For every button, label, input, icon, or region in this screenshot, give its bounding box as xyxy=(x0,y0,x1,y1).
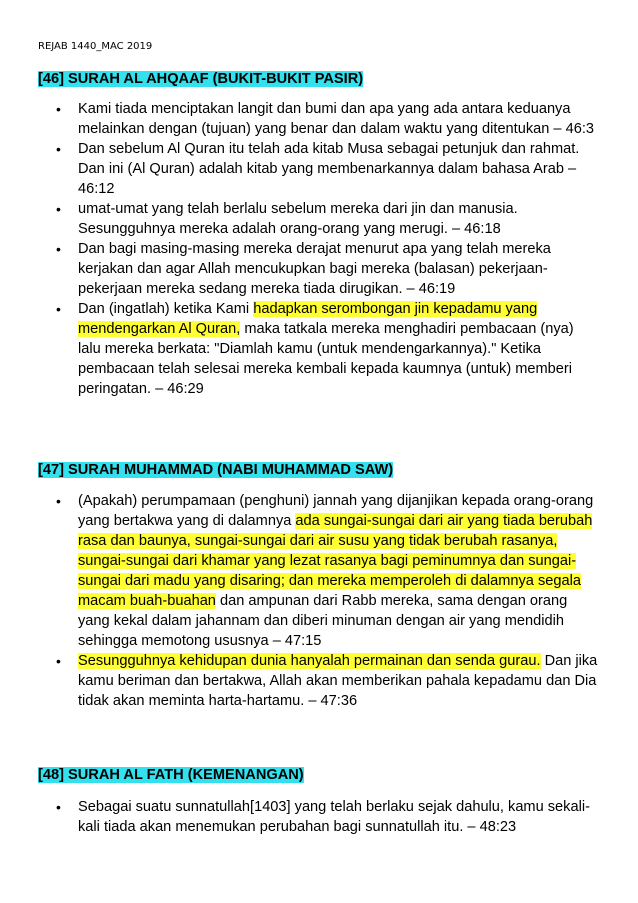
bullet-icon: • xyxy=(56,141,61,157)
item-text: Dan sebelum Al Quran itu telah ada kitab Musa sebagai petunjuk dan rahmat. Dan ini (Al Quran) adalah kitab yang membenarkannya dalam bahasa Arab – 46:12 xyxy=(78,141,580,197)
highlighted-text: Sesungguhnya kehidupan dunia hanyalah permainan dan senda gurau. xyxy=(78,653,541,669)
list-item xyxy=(0,139,638,199)
item-text: Kami tiada menciptakan langit dan bumi dan apa yang ada antara keduanya melainkan dengan (tujuan) yang benar dan dalam waktu yang ditentukan – 46:3 xyxy=(78,101,595,137)
list-item xyxy=(0,239,638,299)
section-list-46 xyxy=(0,99,638,399)
item-text: Dan bagi masing-masing mereka derajat menurut apa yang telah mereka kerjakan dan agar Allah mencukupkan bagi mereka (balasan) pekerjaan-pekerjaan mereka sedang mereka tiada dirugikan. – 46:19 xyxy=(78,241,551,297)
highlighted-text: ada sungai-sungai dari air yang tiada berubah rasa dan baunya, sungai-sungai dari air susu yang tidak berubah rasanya, sungai-sungai dari khamar yang lezat rasanya bagi peminumnya dan sungai-sungai dari madu yang disaring; dan mereka memperoleh di dalamnya segala macam buah-buahan xyxy=(78,513,593,609)
list-item xyxy=(0,797,638,837)
section-list-47 xyxy=(0,491,638,711)
section-title-text: [47] SURAH MUHAMMAD (NABI MUHAMMAD SAW) xyxy=(38,462,394,478)
bullet-icon: • xyxy=(56,799,61,815)
section-title-text: [46] SURAH AL AHQAAF (BUKIT-BUKIT PASIR) xyxy=(38,71,364,87)
item-text: Sebagai suatu sunnatullah[1403] yang telah berlaku sejak dahulu, kamu sekali-kali tiada akan menemukan perubahan bagi sunnatullah itu. – 48:23 xyxy=(78,799,590,835)
section-list-48 xyxy=(0,797,638,837)
bullet-icon: • xyxy=(56,493,61,509)
section-title-text: [48] SURAH AL FATH (KEMENANGAN) xyxy=(38,767,304,783)
bullet-icon: • xyxy=(56,201,61,217)
list-item xyxy=(0,299,638,399)
item-text: umat-umat yang telah berlalu sebelum mereka dari jin dan manusia. Sesungguhnya mereka adalah orang-orang yang merugi. – 46:18 xyxy=(78,201,518,237)
item-text: Dan jika kamu beriman dan bertakwa, Allah akan memberikan pahala kepadamu dan Dia tidak akan meminta harta-hartamu. – 47:36 xyxy=(78,653,598,709)
item-text: Dan (ingatlah) ketika Kami xyxy=(78,301,254,317)
highlighted-text: hadapkan serombongan jin kepadamu yang mendengarkan Al Quran, xyxy=(78,301,538,337)
section-title-48 xyxy=(38,766,304,784)
list-item xyxy=(0,491,638,651)
bullet-icon: • xyxy=(56,241,61,257)
item-text: (Apakah) perumpamaan (penghuni) jannah yang dijanjikan kepada orang-orang yang bertakwa yang di dalamnya xyxy=(78,493,594,529)
section-title-47 xyxy=(38,461,393,479)
list-item xyxy=(0,99,638,139)
bullet-icon: • xyxy=(56,653,61,669)
bullet-icon: • xyxy=(56,101,61,117)
page-header: REJAB 1440_MAC 2019 xyxy=(38,41,153,52)
section-title-46 xyxy=(38,70,363,88)
item-text: maka tatkala mereka menghadiri pembacaan (nya) lalu mereka berkata: "Diamlah kamu (untuk mendengarkannya)." Ketika pembacaan telah selesai mereka kembali kepada kaumnya (untuk) memberi peringatan. – 46:29 xyxy=(78,321,574,397)
bullet-icon: • xyxy=(56,301,61,317)
list-item xyxy=(0,651,638,711)
list-item xyxy=(0,199,638,239)
item-text: dan ampunan dari Rabb mereka, sama dengan orang yang kekal dalam jahannam dan diberi minuman dengan air yang mendidih sehingga memotong ususnya – 47:15 xyxy=(78,593,568,649)
